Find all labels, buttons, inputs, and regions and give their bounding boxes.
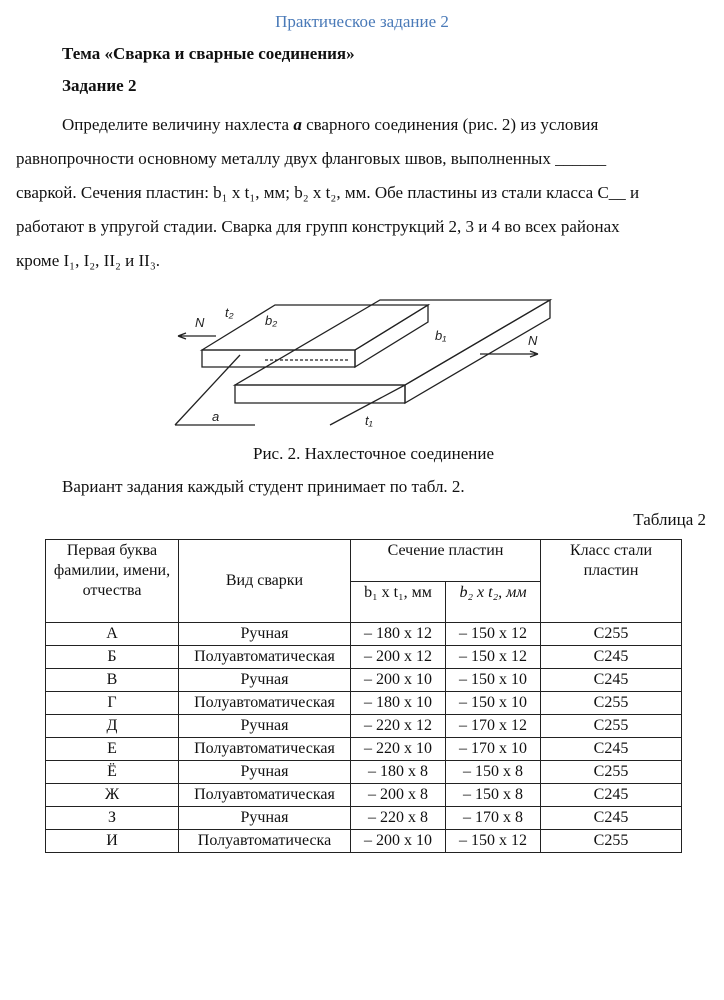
para-text: сварного соединения (рис. 2) из условия	[301, 115, 599, 134]
section-b2-cell: – 150 х 8	[446, 761, 541, 784]
steel-class-cell: С245	[541, 646, 682, 669]
section-b2-cell: – 150 х 8	[446, 784, 541, 807]
section-b2-cell: – 150 х 10	[446, 692, 541, 715]
var-a: a	[293, 115, 302, 134]
table-row	[46, 738, 682, 761]
letter-cell: Ж	[46, 784, 179, 807]
welding-cell: Ручная	[179, 761, 351, 784]
section-b1-cell: – 180 х 8	[351, 761, 446, 784]
table-row	[46, 623, 682, 646]
force-label-left: N	[195, 315, 205, 330]
section-b1-cell: – 220 х 12	[351, 715, 446, 738]
steel-class-cell: С255	[541, 692, 682, 715]
welding-cell: Ручная	[179, 807, 351, 830]
table-row	[46, 807, 682, 830]
table-row	[46, 692, 682, 715]
figure-caption: Рис. 2. Нахлесточное соединение	[253, 444, 495, 463]
welding-cell: Ручная	[179, 669, 351, 692]
section-b2-cell: – 170 х 10	[446, 738, 541, 761]
section-b2-cell: – 150 х 12	[446, 623, 541, 646]
table-row	[46, 761, 682, 784]
section-b2-cell: – 150 х 12	[446, 830, 541, 853]
topic-heading: Тема «Сварка и сварные соединения»	[62, 44, 355, 63]
b2-label: b₂	[265, 313, 278, 328]
welding-cell: Полуавтоматическая	[179, 646, 351, 669]
steel-class-cell: С245	[541, 784, 682, 807]
para-line: работают в упругой стадии. Сварка для групп конструкций 2, 3 и 4 во всех районах	[16, 217, 620, 236]
variant-note: Вариант задания каждый студент принимает по табл. 2.	[62, 477, 465, 496]
table-row	[46, 784, 682, 807]
letter-cell: В	[46, 669, 179, 692]
a-label: a	[212, 409, 220, 424]
section-b2-cell: – 150 х 12	[446, 646, 541, 669]
section-b2-cell: – 170 х 12	[446, 715, 541, 738]
section-b1-cell: – 220 х 8	[351, 807, 446, 830]
table-row	[46, 669, 682, 692]
section-b1-cell: – 200 х 10	[351, 669, 446, 692]
steel-class-cell: С245	[541, 738, 682, 761]
section-b1-cell: – 180 х 10	[351, 692, 446, 715]
task-paragraph	[16, 108, 676, 278]
table-row	[46, 646, 682, 669]
steel-class-cell: С255	[541, 761, 682, 784]
header-section: Сечение пластин	[351, 540, 541, 582]
table-row	[46, 830, 682, 853]
welding-cell: Полуавтоматическая	[179, 784, 351, 807]
page-title: Практическое задание 2	[275, 12, 449, 31]
section-b1-cell: – 180 х 12	[351, 623, 446, 646]
lap-joint-figure	[170, 285, 570, 435]
section-b2-cell: – 170 х 8	[446, 807, 541, 830]
table-label: Таблица 2	[633, 510, 706, 529]
steel-class-cell: С255	[541, 623, 682, 646]
header-letter: Первая буква фамилии, имени, отчества	[46, 540, 179, 623]
section-b1-cell: – 200 х 12	[351, 646, 446, 669]
letter-cell: Е	[46, 738, 179, 761]
welding-cell: Ручная	[179, 623, 351, 646]
para-line: кроме I₁, I₂, II₂ и II₃.	[16, 251, 161, 270]
letter-cell: И	[46, 830, 179, 853]
para-line: сваркой. Сечения пластин: b₁ x t₁, мм; b₂ x t₂, мм. Обе пластины из стали класса С__ и	[16, 183, 640, 202]
header-welding: Вид сварки	[179, 540, 351, 623]
t2-label: t₂	[225, 305, 234, 320]
welding-cell: Полуавтоматическая	[179, 692, 351, 715]
section-b1-cell: – 220 х 10	[351, 738, 446, 761]
letter-cell: З	[46, 807, 179, 830]
header-steel: Класс стали пластин	[541, 540, 682, 623]
welding-cell: Полуавтоматическа	[179, 830, 351, 853]
para-text: Определите величину нахлеста	[62, 115, 294, 134]
steel-class-cell: С255	[541, 830, 682, 853]
section-b1-cell: – 200 х 10	[351, 830, 446, 853]
force-label-right: N	[528, 333, 538, 348]
para-line: равнопрочности основному металлу двух фланговых швов, выполненных ______	[16, 149, 607, 168]
steel-class-cell: С245	[541, 669, 682, 692]
welding-cell: Полуавтоматическая	[179, 738, 351, 761]
letter-cell: Д	[46, 715, 179, 738]
letter-cell: Ё	[46, 761, 179, 784]
steel-class-cell: С255	[541, 715, 682, 738]
b1-label: b₁	[435, 328, 447, 343]
header-b2t2: b₂ x t₂, мм	[446, 581, 541, 623]
welding-cell: Ручная	[179, 715, 351, 738]
table-row	[46, 715, 682, 738]
variants-table	[45, 539, 682, 853]
letter-cell: А	[46, 623, 179, 646]
section-b2-cell: – 150 х 10	[446, 669, 541, 692]
steel-class-cell: С245	[541, 807, 682, 830]
task-heading: Задание 2	[62, 76, 137, 95]
header-b1t1: b₁ x t₁, мм	[351, 581, 446, 623]
section-b1-cell: – 200 х 8	[351, 784, 446, 807]
letter-cell: Г	[46, 692, 179, 715]
t1-label: t₁	[365, 413, 373, 428]
letter-cell: Б	[46, 646, 179, 669]
